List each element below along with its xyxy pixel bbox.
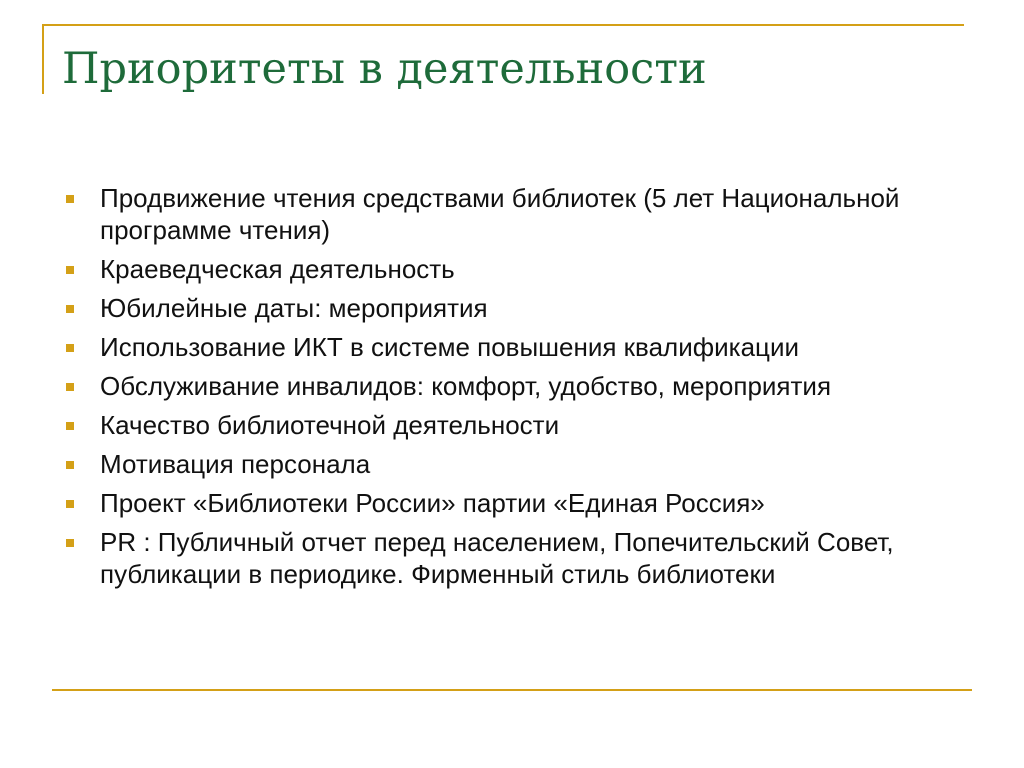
square-bullet-icon: [66, 266, 74, 274]
bullet-text: Использование ИКТ в системе повышения квалификации: [100, 332, 799, 362]
bullet-text: PR : Публичный отчет перед населением, Попечительский Совет, публикации в периодике. Фирменный стиль библиотеки: [100, 527, 894, 589]
bullet-item-3: [58, 292, 958, 324]
square-bullet-icon: [66, 305, 74, 313]
bullet-item-7: [58, 448, 958, 480]
bullet-text: Мотивация персонала: [100, 449, 371, 479]
bullet-text: Проект «Библиотеки России» партии «Единая Россия»: [100, 488, 765, 518]
bullet-text: Юбилейные даты: мероприятия: [100, 293, 488, 323]
bullet-list: [58, 182, 958, 597]
bullet-item-1: [58, 182, 958, 246]
square-bullet-icon: [66, 195, 74, 203]
slide-title: Приоритеты в деятельности: [62, 44, 707, 94]
bullet-text: Качество библиотечной деятельности: [100, 410, 560, 440]
bullet-item-8: [58, 487, 958, 519]
frame-bottom-line: [52, 689, 972, 691]
square-bullet-icon: [66, 422, 74, 430]
frame-top-line: [42, 24, 964, 26]
square-bullet-icon: [66, 383, 74, 391]
bullet-item-6: [58, 409, 958, 441]
bullet-item-5: [58, 370, 958, 402]
square-bullet-icon: [66, 344, 74, 352]
square-bullet-icon: [66, 500, 74, 508]
bullet-item-4: [58, 331, 958, 363]
frame-left-line: [42, 24, 44, 94]
bullet-text: Краеведческая деятельность: [100, 254, 455, 284]
bullet-text: Обслуживание инвалидов: комфорт, удобство, мероприятия: [100, 371, 832, 401]
square-bullet-icon: [66, 539, 74, 547]
bullet-text: Продвижение чтения средствами библиотек (5 лет Национальной программе чтения): [100, 183, 900, 245]
square-bullet-icon: [66, 461, 74, 469]
bullet-item-9: [58, 526, 958, 590]
bullet-item-2: [58, 253, 958, 285]
